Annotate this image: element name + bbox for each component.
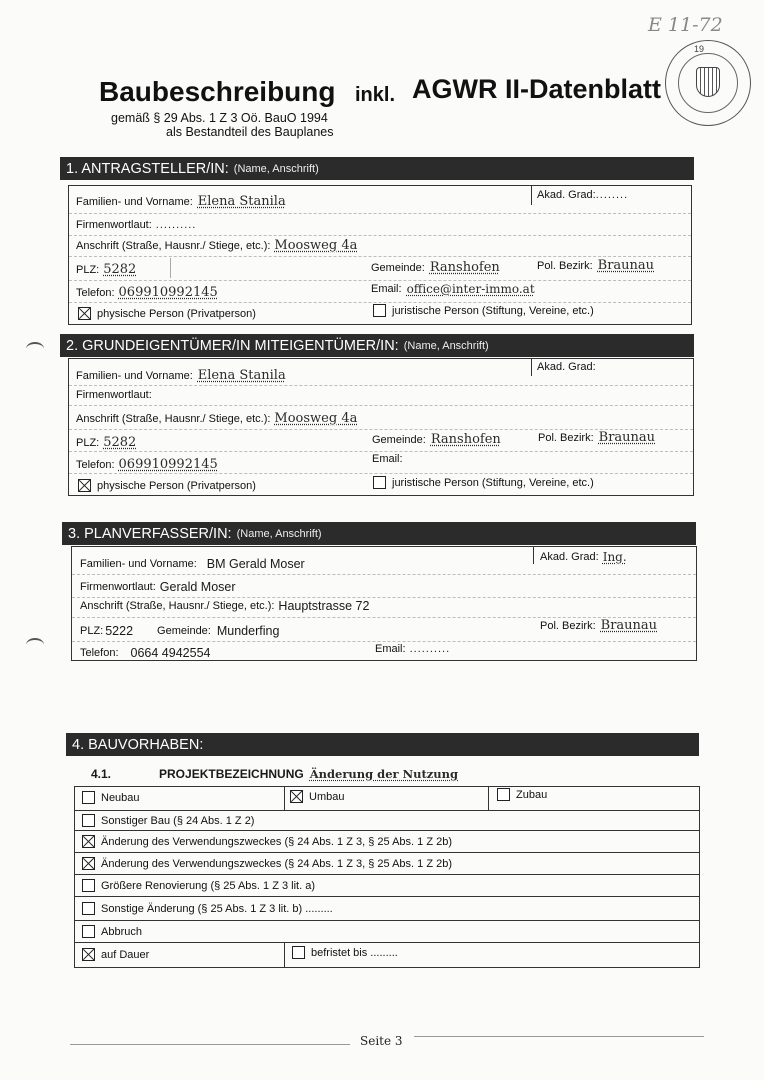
s1-anschrift-value[interactable]: Moosweg 4a [274, 238, 358, 253]
s1-telefon-label: Telefon: [76, 286, 115, 299]
section3-sub: (Name, Anschrift) [236, 527, 322, 540]
doc-title: Baubeschreibung [99, 76, 336, 107]
s4-aenderung1-checkbox[interactable] [82, 835, 95, 848]
s2-telefon-value[interactable]: 069910992145 [118, 457, 218, 472]
corner-note: E 11-72 [648, 14, 723, 36]
s4-befristet-label: befristet bis ......... [311, 946, 398, 959]
s2-bezirk-label: Pol. Bezirk: [538, 431, 594, 444]
s3-gemeinde-label: Gemeinde: [157, 625, 211, 637]
s1-bezirk-value[interactable]: Braunau [597, 258, 655, 273]
s4-befristet-checkbox[interactable] [292, 946, 305, 959]
s2-name-label: Familien- und Vorname: [76, 369, 193, 382]
s2-bezirk-value[interactable]: Braunau [598, 430, 656, 445]
s3-firma-label: Firmenwortlaut: [80, 581, 156, 593]
s4-abbruch-checkbox[interactable] [82, 925, 95, 938]
s4-sonstige-aenderung-label: Sonstige Änderung (§ 25 Abs. 1 Z 3 lit. b) ......... [101, 902, 333, 915]
s3-anschrift-value[interactable]: Hauptstrasse 72 [278, 599, 370, 613]
s1-firma-value[interactable]: .......... [155, 219, 197, 231]
s1-physisch-label: physische Person (Privatperson) [97, 307, 256, 320]
s1-plz-value[interactable]: 5282 [103, 262, 137, 277]
s3-bezirk-value[interactable]: Braunau [600, 618, 658, 633]
section2-title: 2. GRUNDEIGENTÜMER/IN MITEIGENTÜMER/IN: [66, 337, 399, 354]
punch-hole [26, 638, 44, 652]
s2-gemeinde-label: Gemeinde: [372, 433, 426, 446]
s4-dauer-checkbox[interactable] [82, 948, 95, 961]
doc-subtitle-1: gemäß § 29 Abs. 1 Z 3 Oö. BauO 1994 [111, 111, 328, 125]
s4-sub-value[interactable]: Änderung der Nutzung [309, 767, 459, 781]
s2-gemeinde-value[interactable]: Ranshofen [430, 432, 501, 447]
s4-umbau-label: Umbau [309, 790, 345, 803]
section1-title: 1. ANTRAGSTELLER/IN: [66, 160, 229, 177]
s2-akad-label: Akad. Grad: [537, 361, 596, 373]
punch-hole [26, 342, 44, 356]
section3-header [62, 522, 696, 545]
s4-sub-number: 4.1. [91, 767, 112, 781]
section2-header [60, 334, 694, 357]
s1-email-label: Email: [371, 283, 402, 295]
doc-title-mid: inkl. [355, 84, 396, 106]
section2-sub: (Name, Anschrift) [403, 339, 489, 352]
s2-anschrift-label: Anschrift (Straße, Hausnr./ Stiege, etc.): [76, 412, 271, 425]
s3-akad-value[interactable]: Ing. [602, 550, 627, 564]
s1-bezirk-label: Pol. Bezirk: [537, 259, 593, 272]
s4-sonstiger-label: Sonstiger Bau (§ 24 Abs. 1 Z 2) [101, 814, 255, 827]
s1-akad-label: Akad. Grad: [537, 189, 596, 201]
stamp-year: 19 [694, 44, 705, 54]
s4-abbruch-label: Abbruch [101, 925, 142, 938]
s1-telefon-value[interactable]: 069910992145 [118, 285, 218, 300]
s1-plz-label: PLZ: [76, 263, 100, 276]
s4-aenderung2-checkbox[interactable] [82, 857, 95, 870]
s4-umbau-checkbox[interactable] [290, 790, 303, 803]
page-number: Seite 3 [360, 1034, 403, 1048]
s3-email-value[interactable]: .......... [409, 643, 451, 655]
s1-gemeinde-value[interactable]: Ranshofen [429, 260, 500, 275]
s3-anschrift-label: Anschrift (Straße, Hausnr./ Stiege, etc.): [80, 600, 275, 612]
s2-telefon-label: Telefon: [76, 458, 115, 471]
s3-email-label: Email: [375, 643, 406, 655]
doc-title-right: AGWR II-Datenblatt [412, 74, 661, 104]
s3-name-label: Familien- und Vorname: [80, 558, 197, 570]
s3-name-value[interactable]: BM Gerald Moser [206, 557, 305, 571]
s3-telefon-label: Telefon: [80, 647, 119, 659]
s2-plz-label: PLZ: [76, 436, 100, 449]
s3-plz-label: PLZ: [80, 625, 104, 637]
s4-aenderung1-label: Änderung des Verwendungszweckes (§ 24 Abs. 1 Z 3, § 25 Abs. 1 Z 2b) [101, 835, 452, 848]
s4-dauer-label: auf Dauer [101, 948, 150, 961]
s1-akad-value[interactable]: ........ [595, 189, 629, 201]
s3-firma-value[interactable]: Gerald Moser [159, 580, 236, 594]
section1-header [60, 157, 694, 180]
s4-renovierung-label: Größere Renovierung (§ 25 Abs. 1 Z 3 lit. a) [101, 879, 315, 892]
s2-plz-value[interactable]: 5282 [103, 435, 137, 450]
stamp-crest-icon [696, 67, 720, 97]
s3-gemeinde-value[interactable]: Munderfing [216, 624, 280, 638]
s1-firma-label: Firmenwortlaut: [76, 219, 152, 231]
s1-juristisch-checkbox[interactable] [373, 304, 386, 317]
s1-physisch-checkbox[interactable] [78, 307, 91, 320]
s4-neubau-label: Neubau [101, 791, 140, 804]
s3-plz-value[interactable]: 5222 [105, 624, 134, 638]
section1-sub: (Name, Anschrift) [233, 162, 319, 175]
s4-zubau-checkbox[interactable] [497, 788, 510, 801]
s2-physisch-label: physische Person (Privatperson) [97, 479, 256, 492]
s2-juristisch-checkbox[interactable] [373, 476, 386, 489]
s2-firma-label: Firmenwortlaut: [76, 389, 152, 401]
footer-line-left [70, 1044, 350, 1045]
official-stamp [665, 40, 751, 126]
s2-physisch-checkbox[interactable] [78, 479, 91, 492]
footer-line-right [414, 1036, 704, 1037]
s4-sub-title: PROJEKTBEZEICHNUNG [159, 767, 304, 781]
s4-aenderung2-label: Änderung des Verwendungszweckes (§ 24 Abs. 1 Z 3, § 25 Abs. 1 Z 2b) [101, 857, 452, 870]
section4-header [66, 733, 699, 756]
s3-bezirk-label: Pol. Bezirk: [540, 619, 596, 632]
section1-divider [531, 185, 532, 205]
section3-title: 3. PLANVERFASSER/IN: [68, 525, 232, 542]
s1-email-value[interactable]: office@inter-immo.at [406, 282, 535, 296]
s2-name-value[interactable]: Elena Stanila [197, 368, 286, 383]
s1-name-label: Familien- und Vorname: [76, 195, 193, 208]
s4-zubau-label: Zubau [516, 788, 548, 801]
s4-neubau-checkbox[interactable] [82, 791, 95, 804]
s4-sonstiger-checkbox[interactable] [82, 814, 95, 827]
s2-email-label: Email: [372, 453, 403, 465]
doc-subtitle-2: als Bestandteil des Bauplanes [166, 125, 334, 139]
s4-renovierung-checkbox[interactable] [82, 879, 95, 892]
s4-sonstige-aenderung-checkbox[interactable] [82, 902, 95, 915]
s1-gemeinde-label: Gemeinde: [371, 261, 425, 274]
s3-telefon-value[interactable]: 0664 4942554 [130, 646, 211, 660]
s3-akad-label: Akad. Grad: [540, 551, 599, 563]
s2-anschrift-value[interactable]: Moosweg 4a [274, 411, 358, 426]
s2-juristisch-label: juristische Person (Stiftung, Vereine, etc.) [392, 476, 594, 489]
s1-juristisch-label: juristische Person (Stiftung, Vereine, etc.) [392, 304, 594, 317]
s1-anschrift-label: Anschrift (Straße, Hausnr./ Stiege, etc.): [76, 239, 271, 252]
s1-name-value[interactable]: Elena Stanila [197, 194, 286, 209]
section4-title: 4. BAUVORHABEN: [72, 736, 204, 753]
